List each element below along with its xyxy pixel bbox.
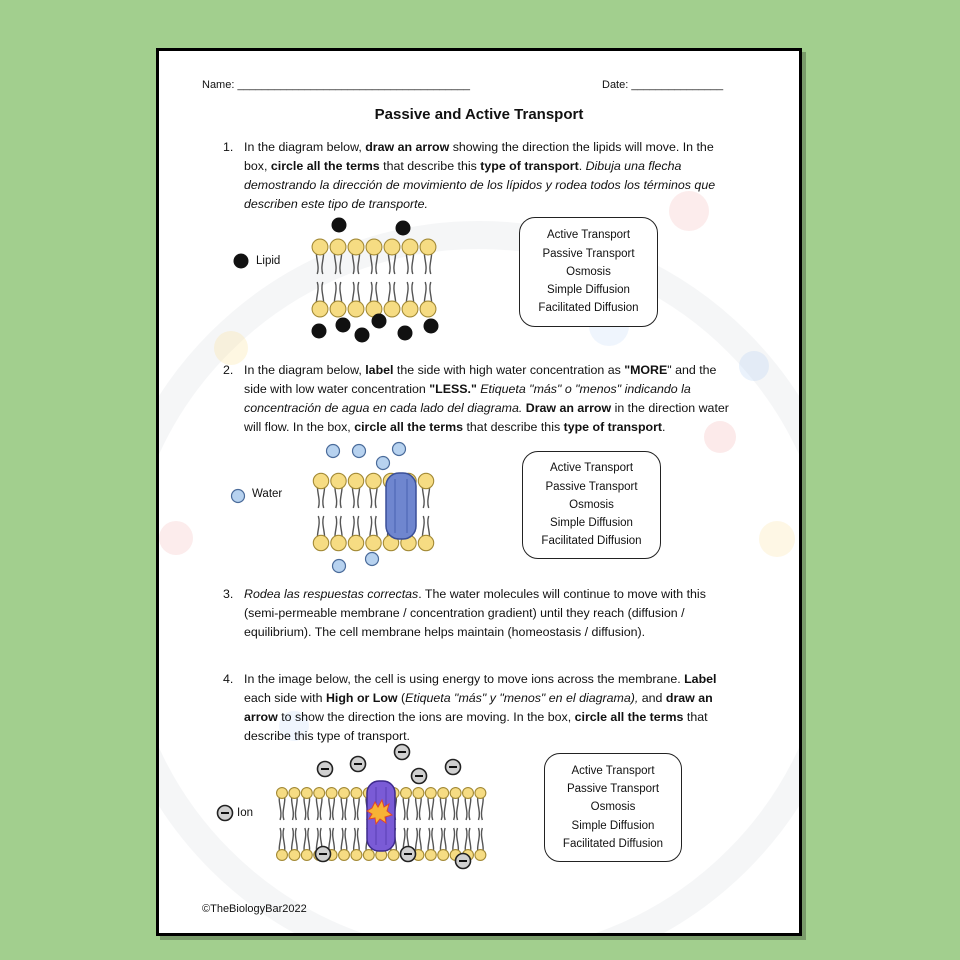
lipid-particle xyxy=(312,324,327,339)
lipid-particle xyxy=(336,318,351,333)
phospholipid-head xyxy=(438,788,449,799)
watermark-dot xyxy=(159,521,193,555)
ion-particle xyxy=(395,745,410,760)
phospholipid-head xyxy=(366,239,382,255)
phospholipid-head xyxy=(277,850,288,861)
phospholipid-head xyxy=(366,535,381,550)
ion-legend-icon xyxy=(218,806,233,821)
water-legend-label: Water xyxy=(252,488,283,500)
water-particle xyxy=(353,445,366,458)
q4-terms-box[interactable] xyxy=(544,753,682,862)
ion-particle xyxy=(351,757,366,772)
phospholipid-head xyxy=(330,239,346,255)
phospholipid-head xyxy=(313,535,328,550)
phospholipid-head xyxy=(289,788,300,799)
term-simple-diffusion[interactable]: Simple Diffusion xyxy=(547,284,630,297)
phospholipid-head xyxy=(331,535,346,550)
phospholipid-head xyxy=(289,850,300,861)
water-particle xyxy=(393,443,406,456)
lipid-particle xyxy=(355,328,370,343)
phospholipid-head xyxy=(402,239,418,255)
phospholipid-head xyxy=(301,788,312,799)
ion-particle xyxy=(456,854,471,869)
q1-line-1: In the diagram below, draw an arrow showing the direction the lipids will move. In the xyxy=(244,140,714,154)
water-particle xyxy=(366,553,379,566)
term-active-transport[interactable]: Active Transport xyxy=(571,764,655,777)
phospholipid-head xyxy=(312,301,328,317)
term-osmosis[interactable]: Osmosis xyxy=(569,498,614,511)
phospholipid-head xyxy=(425,850,436,861)
phospholipid-head xyxy=(463,788,474,799)
phospholipid-head xyxy=(413,788,424,799)
date-line: _______________ xyxy=(631,79,724,91)
ion-particle xyxy=(412,769,427,784)
worksheet-page xyxy=(156,48,802,936)
phospholipid-head xyxy=(348,301,364,317)
watermark-dot xyxy=(759,521,795,557)
q4-line-4: describe this type of transport. xyxy=(244,729,410,743)
name-line: ______________________________________ xyxy=(237,79,470,91)
term-simple-diffusion[interactable]: Simple Diffusion xyxy=(571,819,655,832)
q2-number: 2. xyxy=(223,363,234,377)
phospholipid-head xyxy=(277,788,288,799)
phospholipid-head xyxy=(326,788,337,799)
q4-number: 4. xyxy=(223,672,234,686)
phospholipid-head xyxy=(348,473,363,488)
phospholipid-head xyxy=(366,473,381,488)
term-passive-transport[interactable]: Passive Transport xyxy=(566,783,660,796)
term-facilitated-diffusion[interactable]: Facilitated Diffusion xyxy=(562,837,664,850)
q3-number: 3. xyxy=(223,587,234,601)
phospholipid-head xyxy=(384,239,400,255)
name-field[interactable] xyxy=(202,79,470,91)
lipid-membrane xyxy=(312,239,436,317)
term-active-transport[interactable]: Active Transport xyxy=(546,229,631,242)
lipid-particle xyxy=(332,218,347,233)
phospholipid-head xyxy=(348,239,364,255)
ion-legend-label: Ion xyxy=(237,807,253,819)
water-particle xyxy=(327,445,340,458)
q2-line-3: concentración de agua en cada lado del diagrama. Draw an arrow in the direction water xyxy=(244,401,729,415)
phospholipid-head xyxy=(339,788,350,799)
lipid-legend-label: Lipid xyxy=(256,255,281,267)
lipid-diagram[interactable] xyxy=(225,213,455,343)
phospholipid-head xyxy=(420,239,436,255)
phospholipid-head xyxy=(418,535,433,550)
phospholipid-head xyxy=(450,788,461,799)
phospholipid-head xyxy=(301,850,312,861)
phospholipid-head xyxy=(314,788,325,799)
phospholipid-head xyxy=(402,301,418,317)
ion-particle xyxy=(446,760,461,775)
phospholipid-head xyxy=(330,301,346,317)
ion-particle xyxy=(318,762,333,777)
lipid-legend-icon xyxy=(234,254,249,269)
ion-particle xyxy=(316,847,331,862)
q4-line-3: arrow to show the direction the ions are moving. In the box, circle all the terms that xyxy=(244,710,708,724)
q1-number: 1. xyxy=(223,140,234,154)
date-label: Date: xyxy=(602,79,629,91)
name-label: Name: xyxy=(202,79,235,91)
phospholipid-head xyxy=(475,850,486,861)
q1-line-4: describen este tipo de transporte. xyxy=(244,197,428,211)
phospholipid-head xyxy=(438,850,449,861)
phospholipid-head xyxy=(475,788,486,799)
watermark-dot xyxy=(704,421,736,453)
water-legend-icon xyxy=(232,490,245,503)
phospholipid-head xyxy=(351,850,362,861)
q2-line-4: will flow. In the box, circle all the terms that describe this type of transport. xyxy=(244,420,666,434)
q4-line-2: each side with High or Low (Etiqueta "más" y "menos" en el diagrama), and draw an xyxy=(244,691,713,705)
phospholipid-head xyxy=(388,850,399,861)
lipid-particle xyxy=(398,326,413,341)
q1-line-2: box, circle all the terms that describe this type of transport. Dibuja una flecha xyxy=(244,159,682,173)
q4-line-1: In the image below, the cell is using energy to move ions across the membrane. Label xyxy=(244,672,717,686)
water-diagram[interactable] xyxy=(225,439,455,574)
water-particle xyxy=(333,560,346,573)
q3-line-2: (semi-permeable membrane / concentration gradient) until they reach (diffusion / xyxy=(244,606,685,620)
phospholipid-head xyxy=(363,850,374,861)
ion-particle xyxy=(401,847,416,862)
phospholipid-head xyxy=(351,788,362,799)
phospholipid-head xyxy=(339,850,350,861)
q2-line-2: side with low water concentration "LESS." Etiqueta "más" o "menos" indicando la xyxy=(244,382,691,396)
q3-line-1: Rodea las respuestas correctas. The water molecules will continue to move with this xyxy=(244,587,706,601)
channel-protein xyxy=(386,473,416,539)
phospholipid-head xyxy=(418,473,433,488)
phospholipid-head xyxy=(384,301,400,317)
term-passive-transport[interactable]: Passive Transport xyxy=(542,247,635,260)
date-field[interactable] xyxy=(602,79,723,91)
term-simple-diffusion[interactable]: Simple Diffusion xyxy=(550,517,633,530)
phospholipid-head xyxy=(425,788,436,799)
water-particle xyxy=(377,457,390,470)
phospholipid-head xyxy=(420,301,436,317)
term-osmosis[interactable]: Osmosis xyxy=(590,801,636,814)
watermark-dot xyxy=(669,191,709,231)
lipid-particle xyxy=(396,221,411,236)
term-passive-transport[interactable]: Passive Transport xyxy=(545,480,638,493)
term-facilitated-diffusion[interactable]: Facilitated Diffusion xyxy=(541,535,642,548)
watermark-dot xyxy=(739,351,769,381)
copyright-footer: ©TheBiologyBar2022 xyxy=(202,903,307,915)
lipid-particle xyxy=(424,319,439,334)
term-active-transport[interactable]: Active Transport xyxy=(549,462,634,475)
phospholipid-head xyxy=(401,788,412,799)
q1-line-3: demostrando la dirección de movimiento de los lípidos y rodea todos los términos que xyxy=(244,178,716,192)
q2-line-1: In the diagram below, label the side with high water concentration as "MORE" and the xyxy=(244,363,717,377)
term-facilitated-diffusion[interactable]: Facilitated Diffusion xyxy=(538,302,639,315)
lipid-particle xyxy=(372,314,387,329)
phospholipid-head xyxy=(348,535,363,550)
q1-terms-box[interactable] xyxy=(519,217,658,327)
term-osmosis[interactable]: Osmosis xyxy=(566,265,611,278)
phospholipid-head xyxy=(313,473,328,488)
page-title: Passive and Active Transport xyxy=(374,106,584,123)
phospholipid-head xyxy=(331,473,346,488)
phospholipid-head xyxy=(312,239,328,255)
q2-terms-box[interactable] xyxy=(522,451,661,559)
q3-line-3: equilibrium). The cell membrane helps maintain (homeostasis / diffusion). xyxy=(244,625,646,639)
